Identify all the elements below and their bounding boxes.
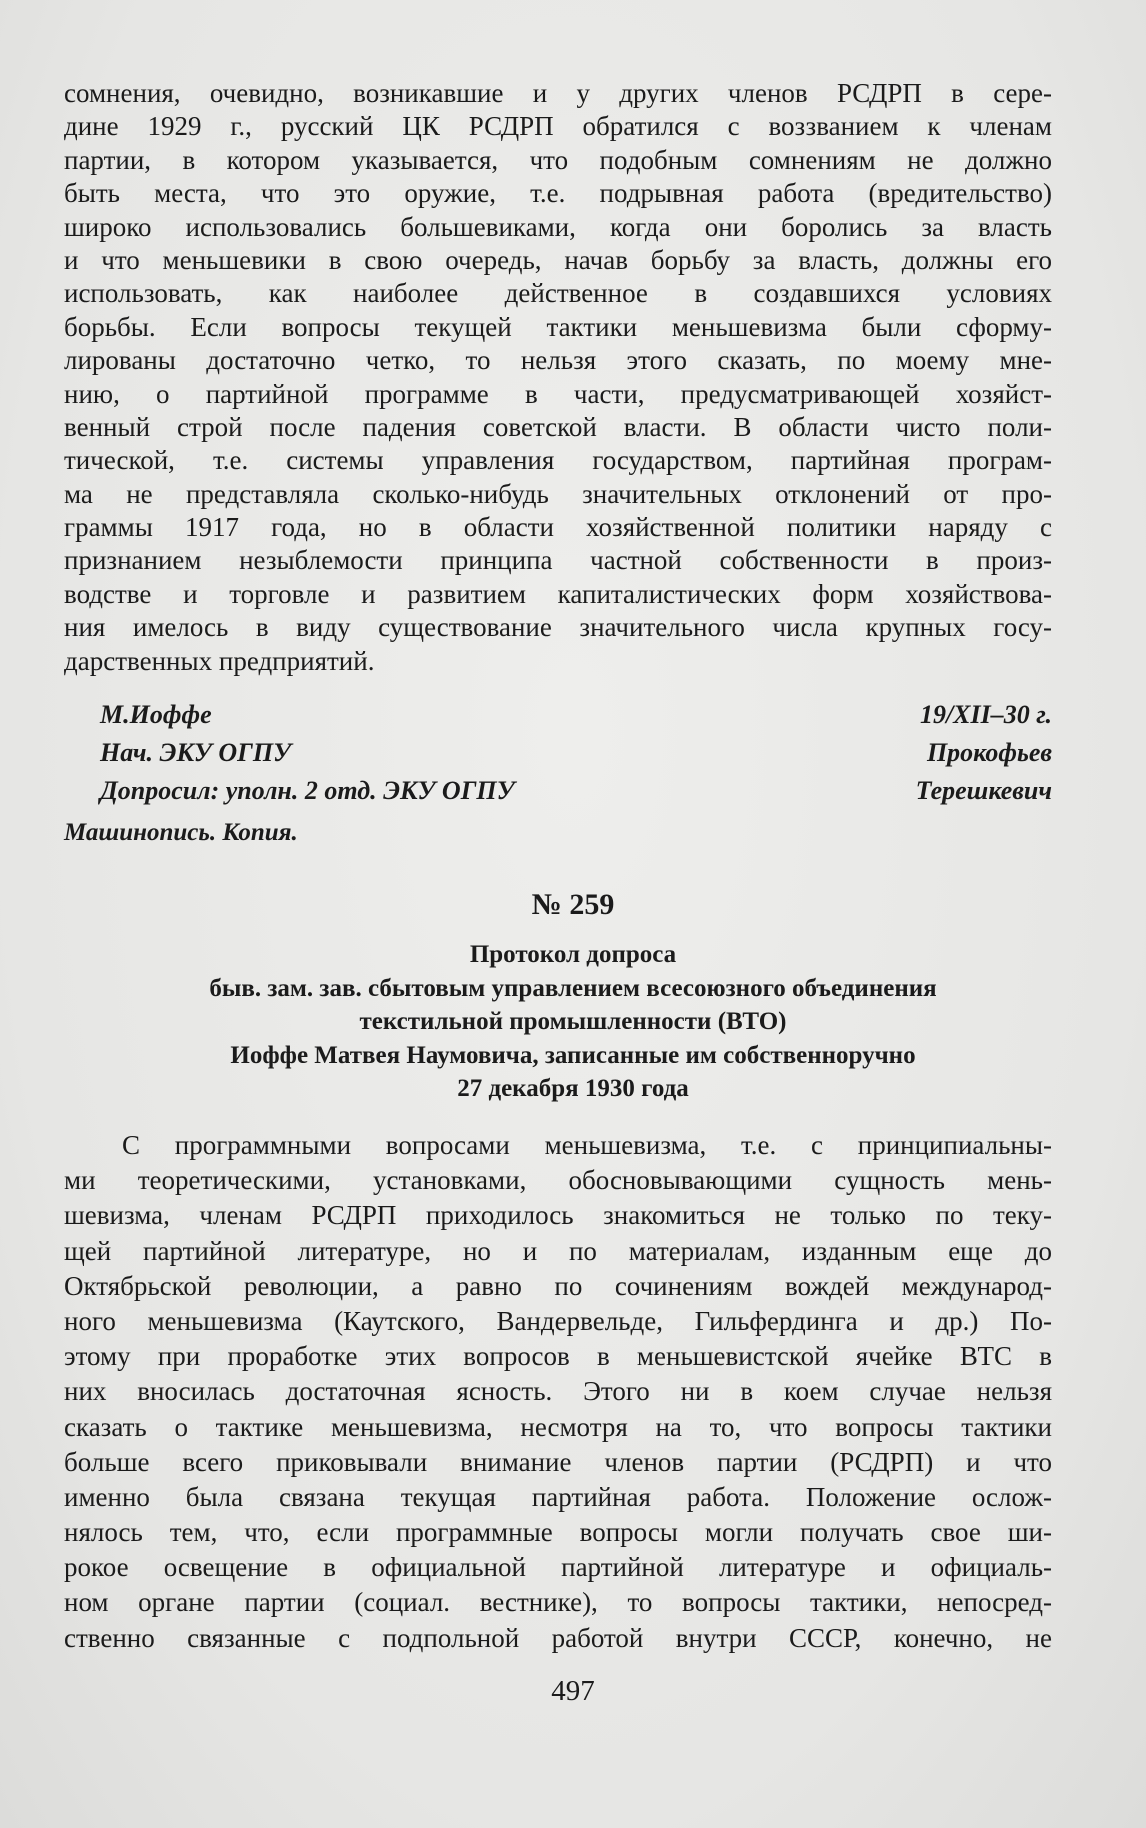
text-line: венный строй после падения советской власти. В области чисто поли- [64, 411, 1052, 442]
archival-note: Машинопись. Копия. [64, 819, 298, 846]
paragraph-2 [64, 1128, 1052, 1656]
signer-position: Нач. ЭКУ ОГПУ [100, 738, 292, 767]
text-line: ного меньшевизма (Каутского, Вандервельде, Гильфердинга и др.) По- [64, 1305, 1052, 1336]
title-line: текстильной промышленности (ВТО) [359, 1008, 787, 1035]
title-line: 27 декабря 1930 года [457, 1075, 689, 1102]
text-line: тической, т.е. системы управления государством, партийная програм- [64, 445, 1052, 476]
title-line: быв. зам. зав. сбытовым управлением всесоюзного объединения [209, 974, 937, 1002]
text-line: и что меньшевики в свою очередь, начав борьбу за власть, должны его [64, 244, 1052, 275]
text-line: лированы достаточно четко, то нельзя этого сказать, по моему мне- [64, 345, 1052, 376]
text-line: партии, в котором указывается, что подобным сомнениям не должно [64, 144, 1052, 175]
interrogator-name: Терешкевич [915, 776, 1052, 805]
text-line: рокое освещение в официальной партийной литературе и официаль- [64, 1552, 1052, 1583]
text-line: ми теоретическими, установками, обосновывающими сущность мень- [64, 1165, 1052, 1196]
text-line: дине 1929 г., русский ЦК РСДРП обратился с воззванием к членам [64, 111, 1052, 142]
text-line: использовать, как наиболее действенное в создавшихся условиях [64, 278, 1052, 309]
signature-date: 19/XII–30 г. [919, 700, 1052, 729]
text-line: Октябрьской революции, а равно по сочинениям вождей международ- [64, 1270, 1052, 1301]
text-line: широко использовались большевиками, когда они боролись за власть [64, 211, 1052, 242]
text-line: шевизма, членам РСДРП приходилось знакомиться не только по теку- [64, 1200, 1052, 1231]
interrogator-position: Допросил: уполн. 2 отд. ЭКУ ОГПУ [100, 776, 515, 805]
text-line: борьбы. Если вопросы текущей тактики меньшевизма были сформу- [64, 311, 1052, 342]
document-title [0, 938, 1146, 1106]
text-line: сомнения, очевидно, возникавшие и у других членов РСДРП в сере- [64, 78, 1052, 108]
page-number: 497 [551, 1675, 595, 1707]
text-line: ма не представляла сколько-нибудь значительных отклонений от про- [64, 478, 1052, 509]
text-line: быть места, что это оружие, т.е. подрывная работа (вредительство) [64, 178, 1052, 209]
text-line: дарственных предприятий. [64, 645, 375, 676]
text-line: этому при проработке этих вопросов в меньшевистской ячейке ВТС в [64, 1341, 1052, 1372]
text-line: С программными вопросами меньшевизма, т.е. с принципиальны- [122, 1130, 1052, 1160]
text-line: нялось тем, что, если программные вопросы могли получать свое ши- [64, 1517, 1052, 1548]
text-line: нию, о партийной программе в части, предусматривающей хозяйст- [64, 378, 1052, 409]
signer-prokofiev: Прокофьев [926, 738, 1052, 767]
title-line: Иоффе Матвея Наумовича, записанные им собственноручно [230, 1041, 916, 1069]
signer-name: М.Иоффе [100, 700, 212, 729]
document-number: № 259 [531, 888, 615, 921]
text-line: водстве и торговле и развитием капиталистических форм хозяйствова- [64, 578, 1052, 609]
text-line: ственно связанные с подпольной работой внутри СССР, конечно, не [64, 1622, 1052, 1653]
text-line: них вносилась достаточная ясность. Этого ни в коем случае нельзя [64, 1376, 1052, 1407]
text-line: ния имелось в виду существование значительного числа крупных госу- [64, 612, 1052, 643]
paragraph-1 [64, 77, 1052, 678]
text-line: именно была связана текущая партийная работа. Положение ослож- [64, 1481, 1052, 1512]
title-line: Протокол допроса [469, 941, 677, 968]
text-line: признанием незыблемости принципа частной собственности в произ- [64, 545, 1052, 576]
text-line: щей партийной литературе, но и по материалам, изданным еще до [64, 1235, 1052, 1266]
text-line: граммы 1917 года, но в области хозяйственной политики наряду с [64, 512, 1052, 543]
signature-block [100, 696, 1052, 810]
text-line: ном органе партии (социал. вестнике), то вопросы тактики, непосред- [64, 1587, 1052, 1618]
text-line: больше всего приковывали внимание членов партии (РСДРП) и что [64, 1446, 1052, 1477]
text-line: сказать о тактике меньшевизма, несмотря на то, что вопросы тактики [64, 1411, 1052, 1442]
